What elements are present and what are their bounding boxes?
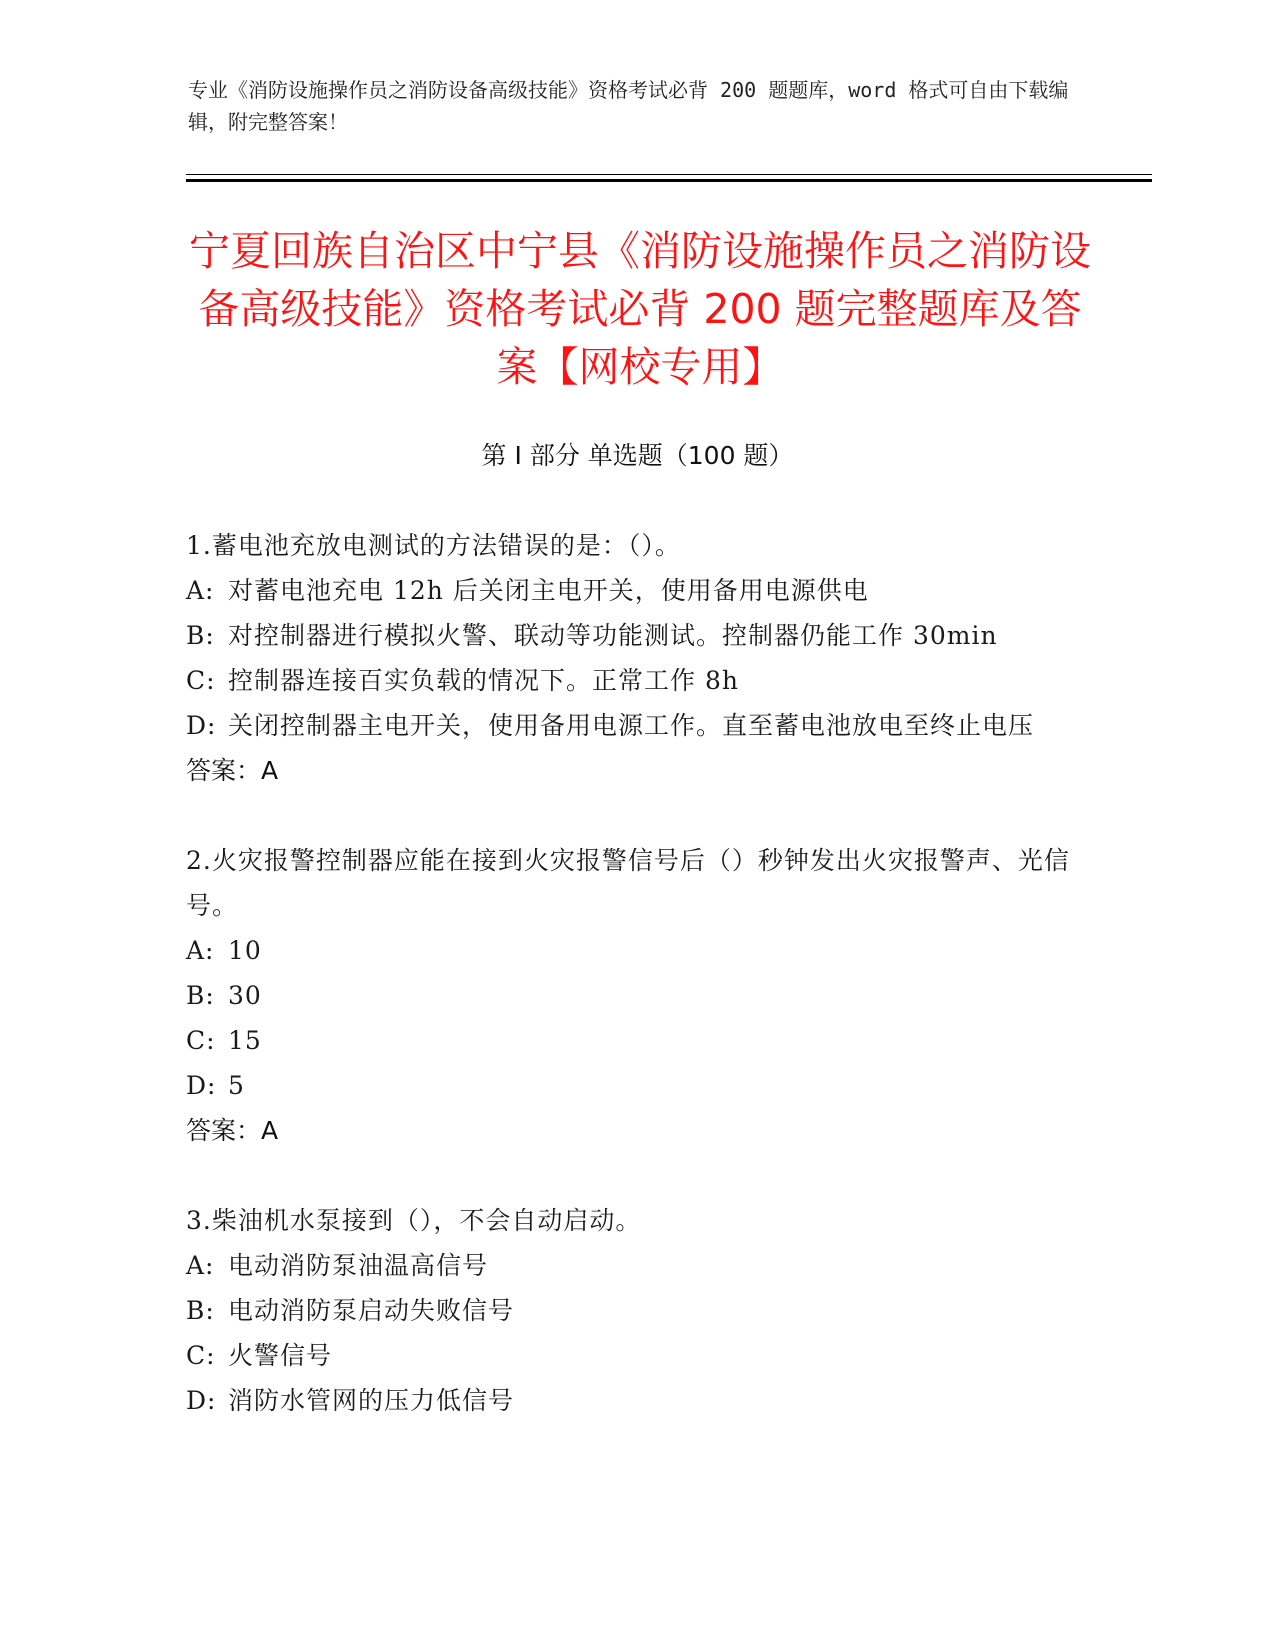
- option-d: [186, 1063, 1086, 1108]
- question-1: [186, 523, 1086, 794]
- option-text: 电动消防泵油温高信号: [228, 1251, 489, 1280]
- option-a: [186, 928, 1086, 973]
- answer-line: 答案：A: [186, 1116, 279, 1145]
- option-text: 控制器连接百实负载的情况下。正常工作 8h: [228, 666, 739, 695]
- option-a: [186, 568, 1086, 613]
- option-label: D:: [186, 1071, 217, 1100]
- question-list: [186, 523, 1086, 1467]
- question-stem: 2.火灾报警控制器应能在接到火灾报警信号后（）秒钟发出火灾报警声、光信号。: [186, 846, 1070, 920]
- option-b: [186, 973, 1086, 1018]
- option-text: 消防水管网的压力低信号: [228, 1386, 515, 1415]
- option-c: [186, 1018, 1086, 1063]
- question-2: [186, 838, 1086, 1154]
- option-label: C:: [186, 1341, 216, 1370]
- option-text: 对控制器进行模拟火警、联动等功能测试。控制器仍能工作 30min: [228, 621, 998, 650]
- option-c: [186, 1333, 1086, 1378]
- header-divider-thick: [186, 179, 1152, 182]
- option-label: C:: [186, 1026, 216, 1055]
- section-heading: 第 I 部分 单选题（100 题）: [481, 441, 794, 470]
- option-text: 对蓄电池充电 12h 后关闭主电开关，使用备用电源供电: [228, 576, 869, 605]
- option-label: A:: [186, 576, 215, 605]
- option-text: 5: [228, 1071, 245, 1100]
- answer-line: 答案：A: [186, 756, 279, 785]
- option-label: B:: [186, 1296, 215, 1325]
- option-label: B:: [186, 981, 215, 1010]
- option-label: B:: [186, 621, 215, 650]
- option-text: 火警信号: [228, 1341, 333, 1370]
- option-text: 30: [228, 981, 262, 1010]
- option-d: [186, 703, 1086, 748]
- header-divider-thin: [186, 174, 1152, 175]
- option-text: 电动消防泵启动失败信号: [228, 1296, 515, 1325]
- question-stem: 3.柴油机水泵接到（），不会自动启动。: [186, 1206, 642, 1235]
- header-note: 专业《消防设施操作员之消防设备高级技能》资格考试必背 200 题题库，word 格式可自由下载编辑，附完整答案！: [188, 78, 1069, 134]
- option-d: [186, 1378, 1086, 1423]
- option-label: C:: [186, 666, 216, 695]
- option-label: A:: [186, 1251, 215, 1280]
- option-label: A:: [186, 936, 215, 965]
- option-b: [186, 613, 1086, 658]
- option-a: [186, 1243, 1086, 1288]
- option-text: 15: [228, 1026, 262, 1055]
- option-c: [186, 658, 1086, 703]
- option-label: D:: [186, 711, 217, 740]
- option-b: [186, 1288, 1086, 1333]
- question-stem: 1.蓄电池充放电测试的方法错误的是：（）。: [186, 531, 681, 560]
- question-3: [186, 1198, 1086, 1423]
- option-text: 关闭控制器主电开关，使用备用电源工作。直至蓄电池放电至终止电压: [228, 711, 1035, 740]
- option-text: 10: [228, 936, 262, 965]
- document-title: 宁夏回族自治区中宁县《消防设施操作员之消防设备高级技能》资格考试必背 200 题完整题库及答案【网校专用】: [189, 227, 1091, 391]
- option-label: D:: [186, 1386, 217, 1415]
